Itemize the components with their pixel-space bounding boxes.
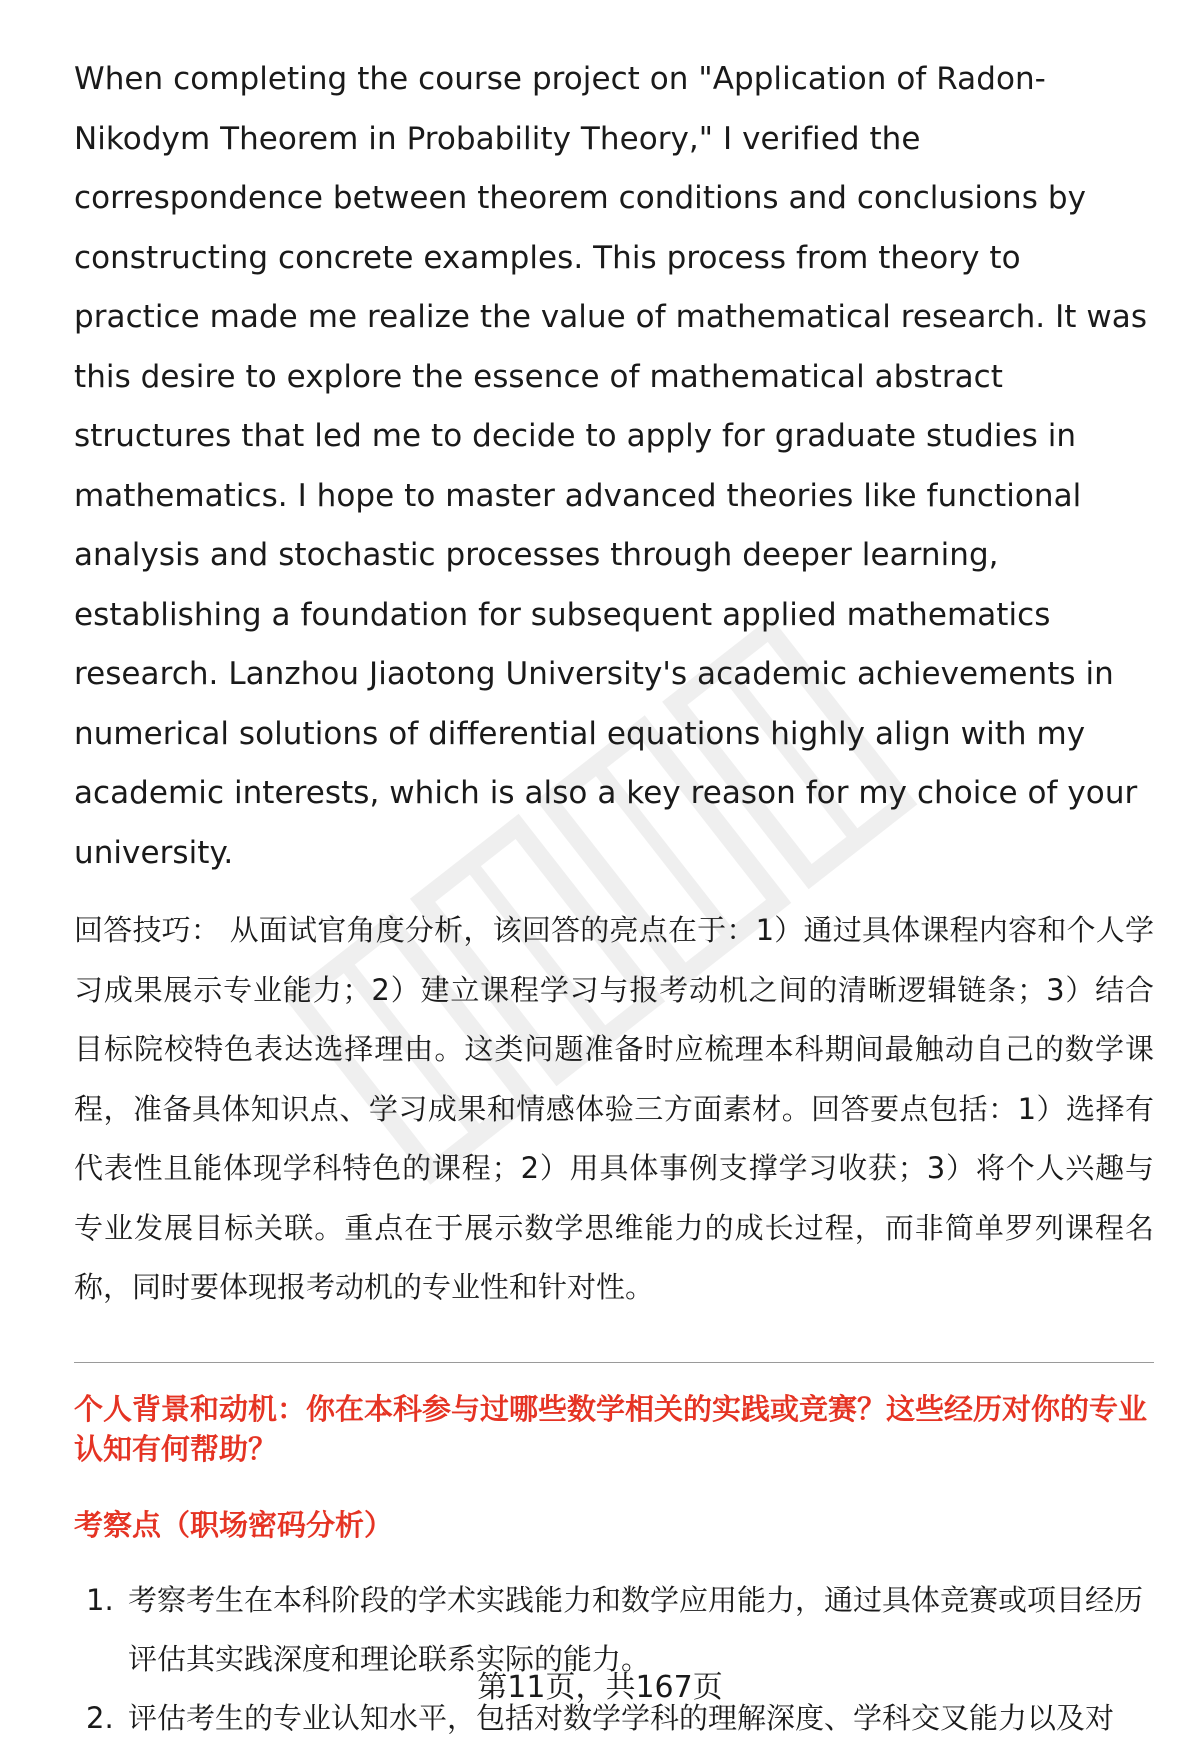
assessment-points-list <box>74 1571 1154 1748</box>
list-item-text: 评估考生的专业认知水平，包括对数学学科的理解深度、学科交叉能力以及对 <box>128 1700 1115 1735</box>
answer-tips-paragraph: 回答技巧： 从面试官角度分析，该回答的亮点在于：1）通过具体课程内容和个人学习成果展示专业能力；2）建立课程学习与报考动机之间的清晰逻辑链条；3）结合目标院校特色表达选择理由。这类问题准备时应梳理本科期间最触动自己的数学课程，准备具体知识点、学习成果和情感体验三方面素材。回答要点包括：1）选择有代表性且能体现学科特色的课程；2）用具体事例支撑学习收获；3）将个人兴趣与专业发展目标关联。重点在于展示数学思维能力的成长过程，而非简单罗列课程名称，同时要体现报考动机的专业性和针对性。 <box>74 913 1154 1304</box>
document-body <box>74 50 1154 1748</box>
list-item-text: 考察考生在本科阶段的学术实践能力和数学应用能力，通过具体竞赛或项目经历评估其实践深度和理论联系实际的能力。 <box>128 1582 1144 1676</box>
page-number-footer: 第11页，共167页 <box>477 1670 723 1705</box>
list-item-number: 1. <box>86 1582 114 1617</box>
list-item-number: 2. <box>86 1700 114 1735</box>
section-divider <box>74 1362 1154 1363</box>
section-title: 考察点（职场密码分析） <box>74 1507 394 1542</box>
english-answer-paragraph: When completing the course project on "Application of Radon-Nikodym Theorem in Probability Theory," I verified the correspondence between theorem conditions and conclusions by constructing concrete examples. This process from theory to practice made me realize the value of mathematical research. It was this desire to explore the essence of mathematical abstract structures that led me to decide to apply for graduate studies in mathematics. I hope to master advanced theories like functional analysis and stochastic processes through deeper learning, establishing a foundation for subsequent applied mathematics research. Lanzhou Jiaotong University's academic achievements in numerical solutions of differential equations highly align with my academic interests, which is also a key reason for my choice of your university. <box>74 61 1148 871</box>
question-heading: 个人背景和动机：你在本科参与过哪些数学相关的实践或竞赛？这些经历对你的专业认知有何帮助？ <box>74 1391 1148 1466</box>
